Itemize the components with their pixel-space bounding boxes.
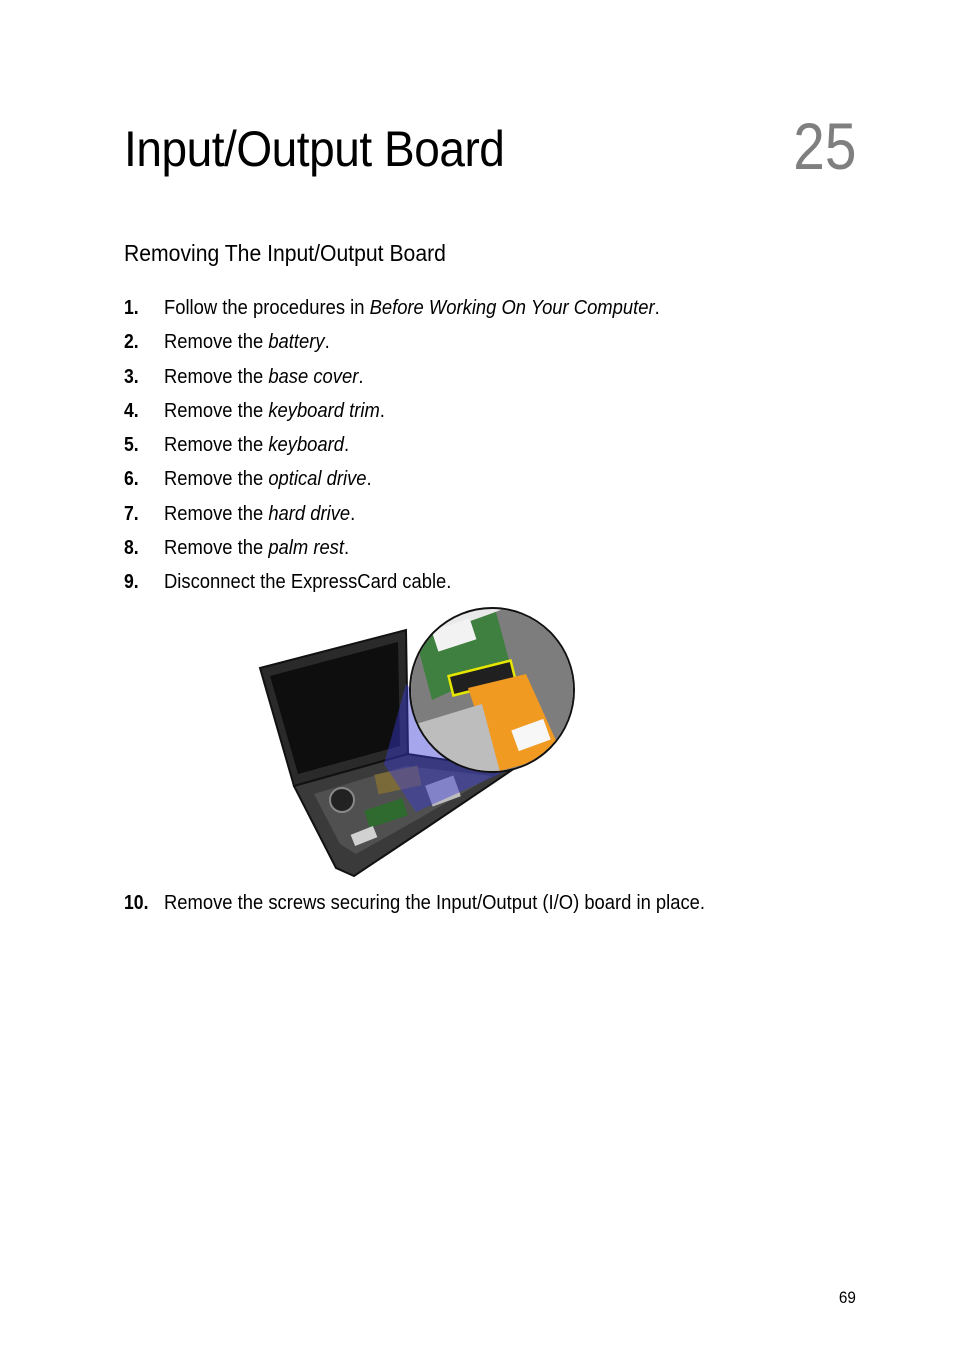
cross-reference-link[interactable]: keyboard trim [268,399,380,422]
step-number: 4. [124,399,139,422]
step-text-suffix: . [350,502,356,525]
cross-reference-link[interactable]: optical drive [268,468,367,491]
step-10 [124,889,844,919]
step-number: 1. [124,297,139,319]
procedure-steps [124,294,844,603]
step-text-prefix: Disconnect the ExpressCard cable. [164,571,452,594]
step-1 [124,294,844,328]
step-number: 10. [124,892,149,914]
step-4 [124,397,844,431]
step-9 [124,568,844,602]
step-text-suffix: . [366,468,372,491]
step-number: 3. [124,365,139,388]
step-2 [124,328,844,362]
step-text-prefix: Follow the procedures in [164,297,370,319]
step-number: 7. [124,502,139,525]
step-5 [124,431,844,465]
step-text [164,534,349,562]
step-number: 9. [124,571,139,594]
step-text [164,500,355,528]
cross-reference-link[interactable]: keyboard [268,434,345,457]
step-number: 5. [124,434,139,457]
step-text-prefix: Remove the [164,399,269,422]
step-text-suffix: . [358,365,364,388]
step-text-suffix: . [379,399,385,422]
step-text [164,431,349,459]
step-text-suffix: . [324,331,330,354]
step-text [164,568,451,596]
step-text [164,363,363,391]
step-text-prefix: Remove the [164,365,269,388]
step-text-suffix: . [344,434,350,457]
step-text-suffix: . [343,537,350,560]
step-text-suffix: . [654,297,660,319]
step-text-prefix: Remove the [164,502,269,525]
step-text-prefix: Remove the [164,468,269,491]
page-number: 69 [838,1288,856,1307]
chapter-number: 25 [792,109,856,183]
cross-reference-link[interactable]: battery [268,331,325,354]
step-text-prefix: Remove the [164,537,269,560]
step-number: 6. [124,468,139,491]
step-text [164,328,330,356]
fan [330,788,354,812]
step-3 [124,363,844,397]
step-text [164,465,372,493]
step-number: 2. [124,331,139,354]
step-text-prefix: Remove the [164,434,269,457]
section-title: Removing The Input/Output Board [124,240,446,266]
cross-reference-link[interactable]: Before Working On Your Computer [369,297,655,319]
step-text [164,397,385,425]
chapter-title: Input/Output Board [124,121,505,177]
cross-reference-link[interactable]: base cover [268,365,359,388]
step-6 [124,465,844,499]
step-text-prefix: Remove the [164,331,269,354]
step-number: 8. [124,537,139,560]
cross-reference-link[interactable]: hard drive [268,502,351,525]
step-8 [124,534,844,568]
cross-reference-link[interactable]: palm rest [268,537,344,560]
expresscard-cable-illustration [256,604,576,878]
step-7 [124,500,844,534]
step-text [164,294,660,322]
step-text: Remove the screws securing the Input/Output (I/O) board in place. [164,892,706,914]
